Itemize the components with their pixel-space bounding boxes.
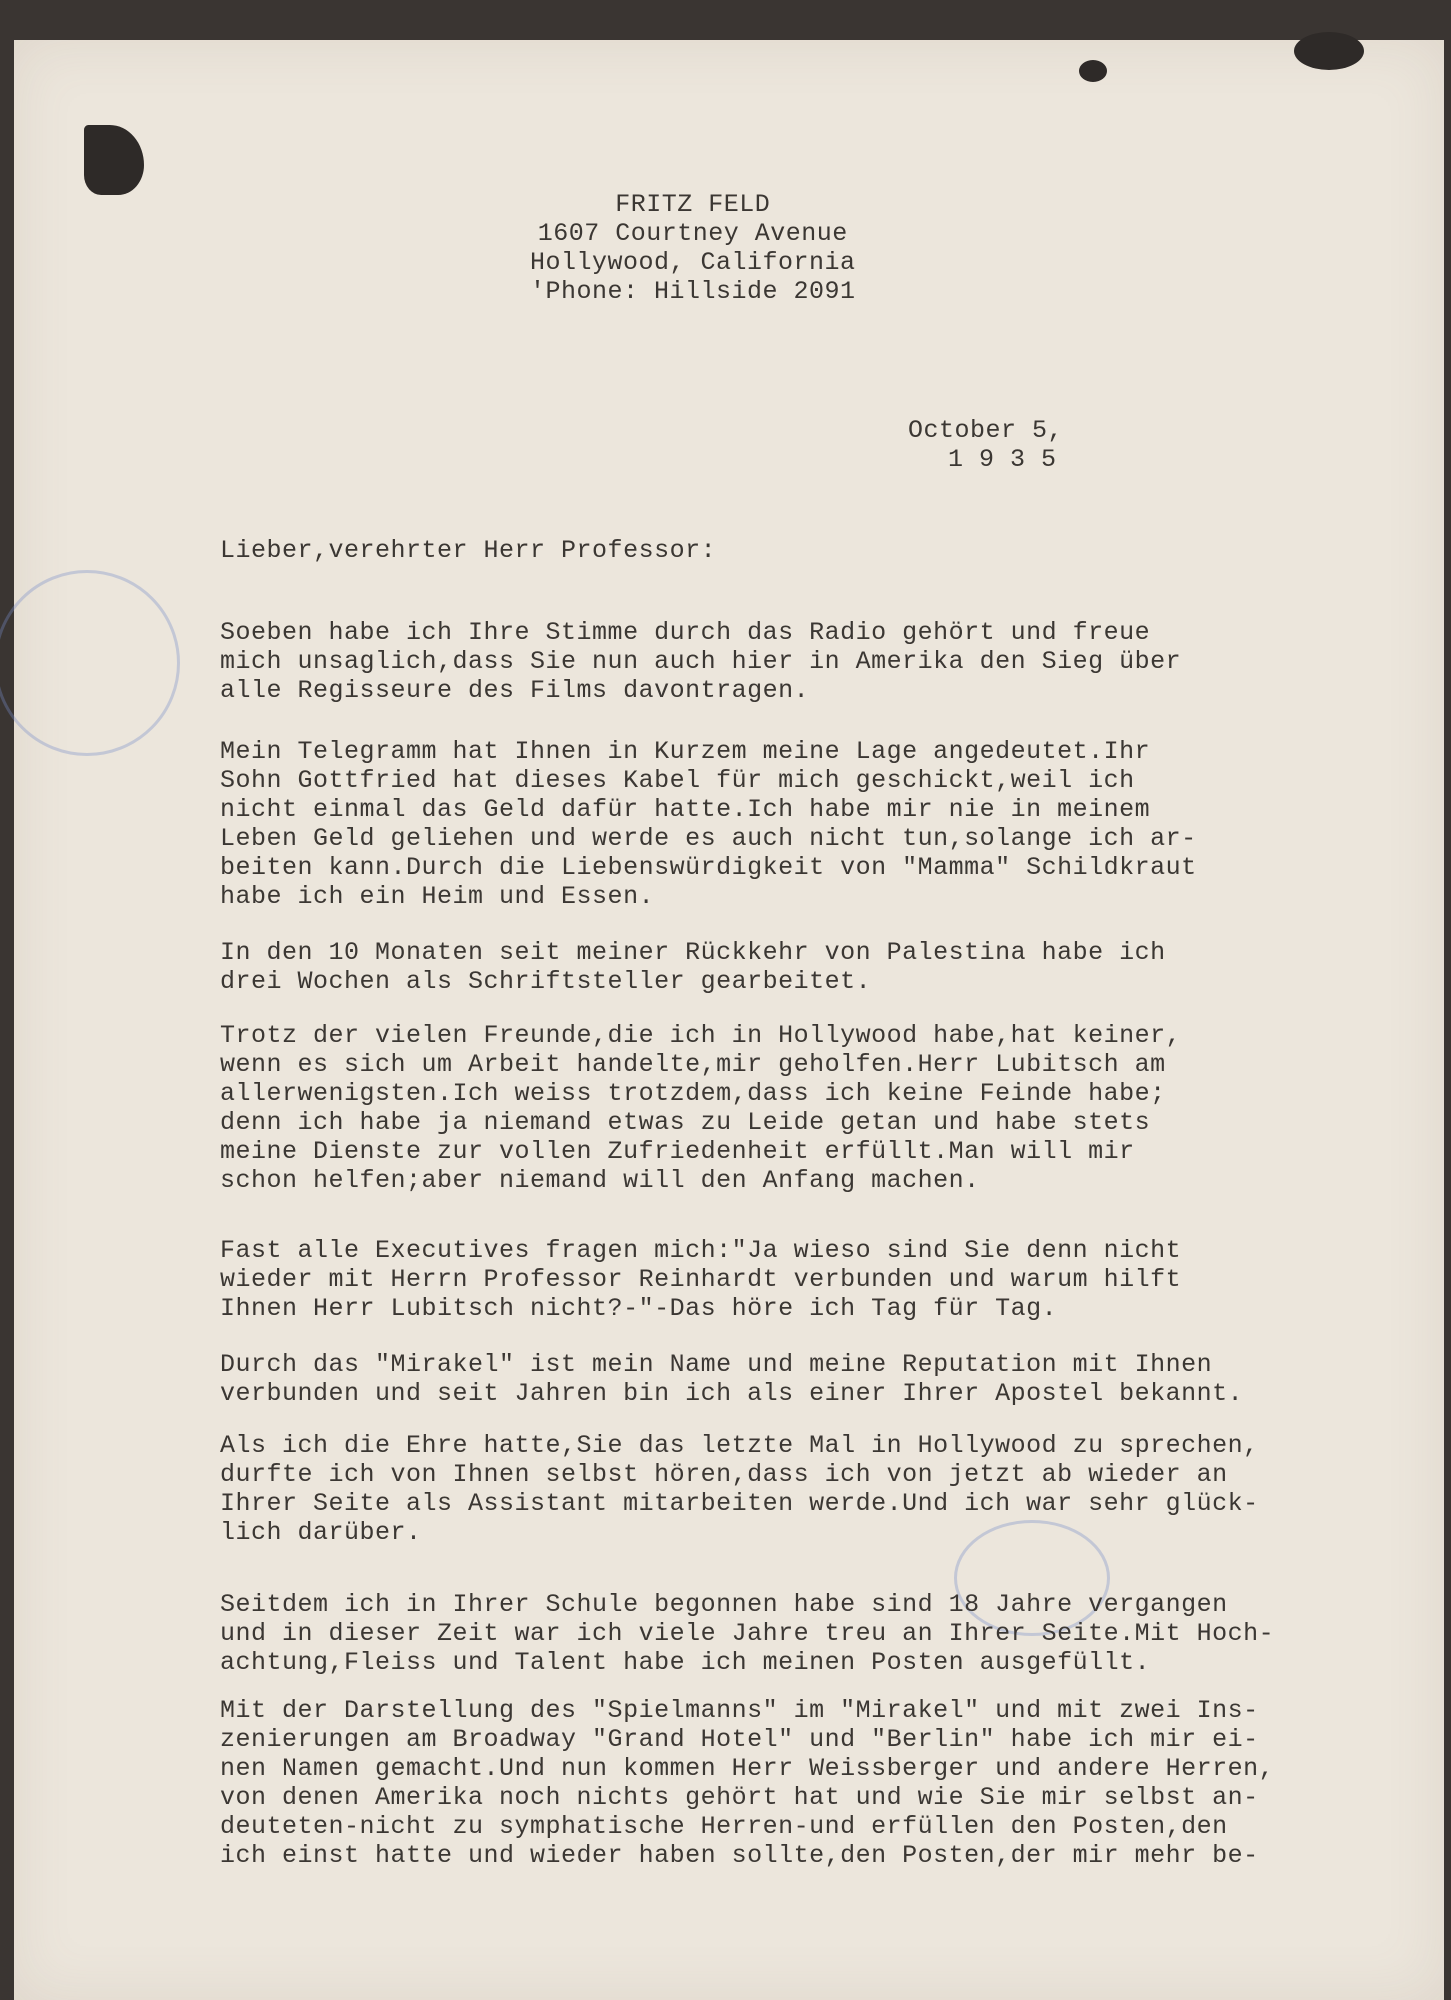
paragraph-line: meine Dienste zur vollen Zufriedenheit erfüllt.Man will mir [220,1137,1135,1166]
paragraph-line: nicht einmal das Geld dafür hatte.Ich habe mir nie in meinem [220,795,1151,824]
paragraph-line: deuteten-nicht zu symphatische Herren-und erfüllen den Posten,den [220,1812,1228,1841]
paragraph-line: beiten kann.Durch die Liebenswürdigkeit von "Mamma" Schildkraut [220,853,1197,882]
paragraph-line: denn ich habe ja niemand etwas zu Leide getan und habe stets [220,1108,1151,1137]
letterhead-name: FRITZ FELD [615,190,771,219]
paragraph-line: achtung,Fleiss und Talent habe ich meinen Posten ausgefüllt. [220,1648,1151,1677]
paragraph-3 [220,938,1166,996]
paragraph-line: Seitdem ich in Ihrer Schule begonnen habe sind 18 Jahre vergangen [220,1590,1228,1619]
paragraph-line: zenierungen am Broadway "Grand Hotel" und "Berlin" habe ich mir ei- [220,1725,1259,1754]
letter-date [908,416,1063,474]
letterhead-phone: 'Phone: Hillside 2091 [530,277,856,306]
paper-tear-top-right [1294,32,1364,70]
paragraph-6 [220,1350,1243,1408]
paragraph-line: Trotz der vielen Freunde,die ich in Hollywood habe,hat keiner, [220,1021,1182,1050]
paragraph-8 [220,1590,1274,1677]
paragraph-line: In den 10 Monaten seit meiner Rückkehr von Palestina habe ich [220,938,1166,967]
paragraph-line: drei Wochen als Schriftsteller gearbeitet. [220,967,872,996]
paragraph-line: wieder mit Herrn Professor Reinhardt verbunden und warum hilft [220,1265,1182,1294]
paragraph-line: Sohn Gottfried hat dieses Kabel für mich geschickt,weil ich [220,766,1135,795]
date-line-2: 1 9 3 5 [948,445,1057,474]
paragraph-line: nen Namen gemacht.Und nun kommen Herr Weissberger und andere Herren, [220,1754,1275,1783]
paragraph-line: ich einst hatte und wieder haben sollte,den Posten,der mir mehr be- [220,1841,1259,1870]
paragraph-line: habe ich ein Heim und Essen. [220,882,655,911]
paragraph-line: von denen Amerika noch nichts gehört hat und wie Sie mir selbst an- [220,1783,1259,1812]
paragraph-9 [220,1696,1274,1870]
paragraph-line: alle Regisseure des Films davontragen. [220,676,810,705]
paragraph-line: Leben Geld geliehen und werde es auch nicht tun,solange ich ar- [220,824,1197,853]
paragraph-1 [220,618,1181,705]
salutation: Lieber,verehrter Herr Professor: [220,536,717,565]
paragraph-line: Durch das "Mirakel" ist mein Name und meine Reputation mit Ihnen [220,1350,1213,1379]
paragraph-line: wenn es sich um Arbeit handelte,mir geholfen.Herr Lubitsch am [220,1050,1166,1079]
paper-tear-left [84,125,144,195]
paragraph-5 [220,1236,1181,1323]
faded-stamp-left [0,570,180,756]
paragraph-line: schon helfen;aber niemand will den Anfang machen. [220,1166,980,1195]
paragraph-line: Mit der Darstellung des "Spielmanns" im "Mirakel" und mit zwei Ins- [220,1696,1259,1725]
date-line-1: October 5, [908,416,1064,445]
paragraph-4 [220,1021,1181,1195]
letterhead-street: 1607 Courtney Avenue [537,219,848,248]
paragraph-line: verbunden und seit Jahren bin ich als einer Ihrer Apostel bekannt. [220,1379,1244,1408]
paragraph-line: durfte ich von Ihnen selbst hören,dass ich von jetzt ab wieder an [220,1460,1228,1489]
paragraph-line: lich darüber. [220,1518,422,1547]
letterhead [530,190,856,306]
paragraph-line: Fast alle Executives fragen mich:"Ja wieso sind Sie denn nicht [220,1236,1182,1265]
paragraph-2 [220,737,1197,911]
paragraph-line: Als ich die Ehre hatte,Sie das letzte Mal in Hollywood zu sprechen, [220,1431,1259,1460]
paragraph-line: Ihrer Seite als Assistant mitarbeiten werde.Und ich war sehr glück- [220,1489,1259,1518]
paragraph-line: Mein Telegramm hat Ihnen in Kurzem meine Lage angedeutet.Ihr [220,737,1151,766]
paragraph-7 [220,1431,1259,1547]
letterhead-city: Hollywood, California [530,248,856,277]
paragraph-line: Ihnen Herr Lubitsch nicht?-"-Das höre ich Tag für Tag. [220,1294,1058,1323]
paper-tear-top-mid [1079,60,1107,82]
paragraph-line: und in dieser Zeit war ich viele Jahre treu an Ihrer Seite.Mit Hoch- [220,1619,1275,1648]
paragraph-line: allerwenigsten.Ich weiss trotzdem,dass ich keine Feinde habe; [220,1079,1166,1108]
paragraph-line: mich unsaglich,dass Sie nun auch hier in Amerika den Sieg über [220,647,1182,676]
paragraph-line: Soeben habe ich Ihre Stimme durch das Radio gehört und freue [220,618,1151,647]
